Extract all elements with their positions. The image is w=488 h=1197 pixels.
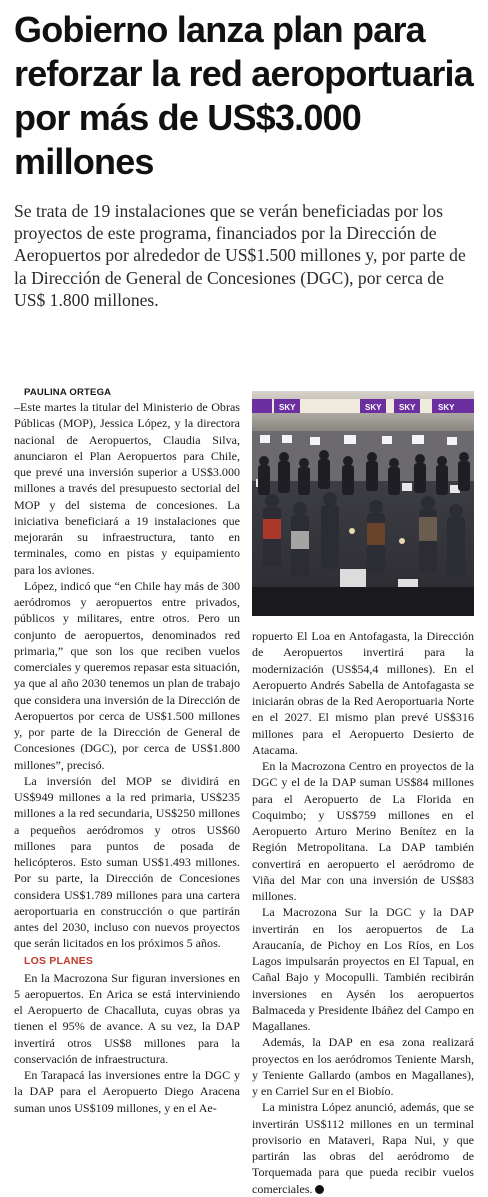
- paragraph: Además, la DAP en esa zona realizará proyectos en los aeródromos Teniente Marsh, y Teniente Gallardo (ambos en Magallanes), y en Carriel Sur en el Biobío.: [252, 1035, 474, 1098]
- paragraph: –Este martes la titular del Ministerio de Obras Públicas (MOP), Jessica López, y la directora nacional de Aeropuertos, Claudia Silva, anunciaron el Plan Aeropuertos para Chile, que prevé una inversión superior a US$3.000 millones a través del presupuesto sectorial del MOP y del sistema de concesiones. La iniciativa beneficiará a 19 instalaciones que mejorarán su infraestructura, tanto en terminales, como en pistas y equipamiento para los aviones.: [14, 400, 240, 577]
- paragraph: ropuerto El Loa en Antofagasta, la Dirección de Aeropuertos invertirá para la modernización (US$54,4 millones). En el Aeropuerto Andrés Sabella de Antofagasta se iniciarán obras de la Red Aeroportuaria Norte en el 2027. El mismo plan prevé US$316 millones para el Aeropuerto Desierto de Atacama.: [252, 629, 474, 757]
- paragraph: La inversión del MOP se dividirá en US$949 millones a la red primaria, US$235 millones a la red secundaria, US$250 millones a pequeños aeródromos y otros US$60 millones para puntos de posada de helicópteros. Esto suman US$1.493 millones. Por su parte, la Dirección de Concesiones considera US$1.789 millones para una cartera aeroportuaria en construcción o que partirán antes del 2030, incluso con nuevos proyectos que serán licitados en los próximos 5 años.: [14, 773, 240, 951]
- article-headline: Gobierno lanza plan para reforzar la red aeroportuaria por más de US$3.000 millones: [14, 9, 473, 182]
- paragraph: En la Macrozona Sur figuran inversiones en 5 aeropuertos. En Arica se está interviniendo el Aeropuerto de Chacalluta, cuyas obras ya tienen el 95% de avance. A su vez, la DAP invertirá otros US$8 millones para la conservación de infraestructura.: [14, 970, 240, 1066]
- paragraph: López, indicó que “en Chile hay más de 300 aeródromos y aeropuertos entre privados, públicos y militares, entre otros. Pero un conjunto de aeropuertos, denominados red primaria,” que son los que reciben vuelos comerciales y queremos repasar esta situación, ya que al año 2030 tenemos un plan de trabajo que considera una inversión de la Dirección de Aeropuertos por cerca de US$1.500 millones y, por parte de la Dirección de General de Concesiones (DGC), por cerca de US$1.800 millones”, precisó.: [14, 578, 240, 772]
- article-deck: Se trata de 19 instalaciones que se verán beneficiadas por los proyectos de este programa, financiados por la Dirección de Aeropuertos por alrededor de US$1.500 millones y, por parte de la Dirección de General de Concesiones (DGC), por cerca de US$ 1.800 millones.: [14, 201, 466, 310]
- section-subhead: LOS PLANES: [24, 954, 94, 967]
- byline: PAULINA ORTEGA: [24, 387, 112, 398]
- paragraph: La Macrozona Sur la DGC y la DAP invertirán en los aeropuertos de La Araucanía, de Pichoy en Los Ríos, en Los Lagos impulsarán proyectos en El Tapual, en Cañal Bajo y Mocopulli. También recibirán inversiones en Aysén los aeropuertos Balmaceda y Presidente Ibáñez del Campo en Magallanes.: [252, 905, 474, 1033]
- photo-sign-text: SKY: [365, 403, 382, 412]
- photo-sign-text: SKY: [279, 403, 296, 412]
- photo-sign-text: SKY: [399, 403, 416, 412]
- airport-terminal-photo: [252, 391, 474, 616]
- airport-crowd-illustration: [252, 391, 474, 616]
- paragraph-text: La ministra López anunció, además, que se invertirán US$112 millones en un terminal provisorio en Mataveri, Rapa Nui, y que partirán las obras del aeródromo de Torquemada para que pueda recibir vuelos comerciales.: [252, 1100, 474, 1196]
- photo-sign-text: SKY: [438, 403, 455, 412]
- paragraph: En Tarapacá las inversiones entre la DGC y la DAP para el Aeropuerto Diego Aracena suman unos US$109 millones, y en el Ae-: [14, 1068, 240, 1115]
- article-column-left: [14, 386, 240, 1116]
- article-column-right: [252, 628, 474, 1197]
- paragraph: [252, 1099, 474, 1197]
- end-of-article-icon: [315, 1185, 324, 1194]
- paragraph: En la Macrozona Centro en proyectos de la DGC y el de la DAP suman US$84 millones para el Aeropuerto de La Florida en Coquimbo; y US$759 millones en el Aeropuerto Arturo Merino Benítez en la Región Metropolitana. La DAP también convertirá en aeropuerto el aeródromo de Viña del Mar con una inversión de US$83 millones.: [252, 759, 474, 903]
